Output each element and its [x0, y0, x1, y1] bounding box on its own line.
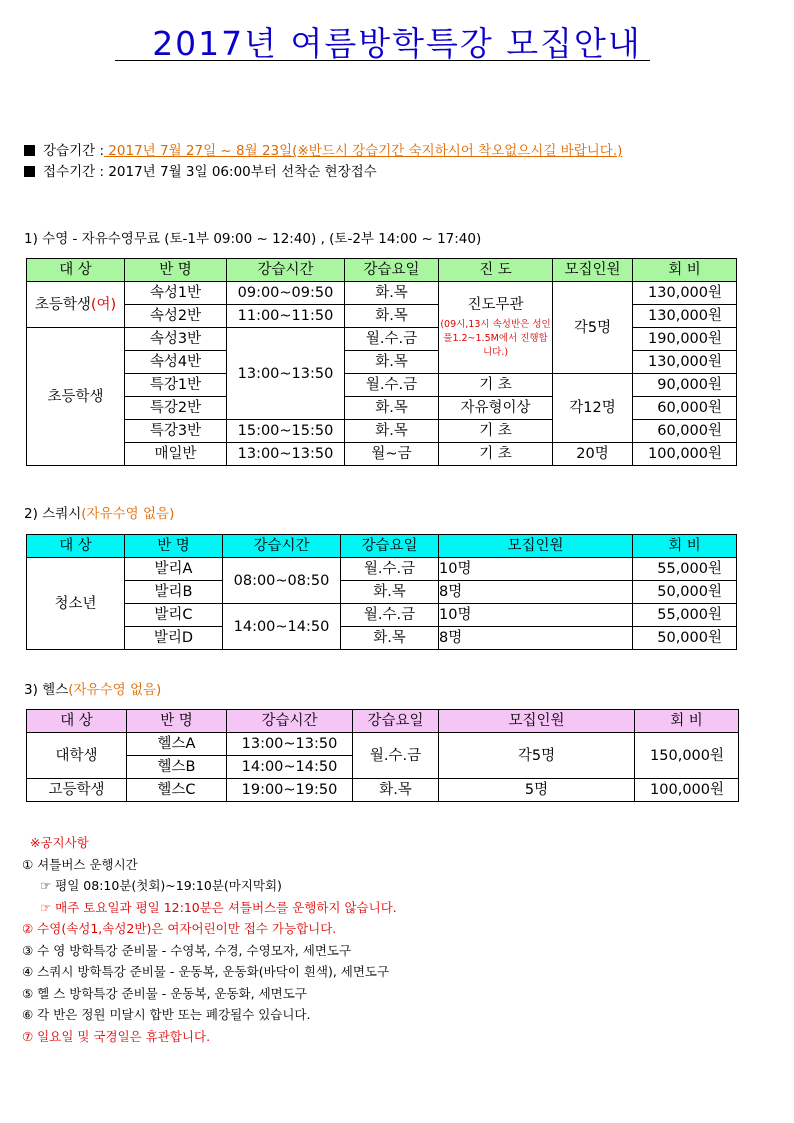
time-cell: 14:00~14:50 [227, 756, 353, 779]
table-header-row [27, 535, 737, 558]
count-cell: 10명 [439, 558, 633, 581]
class-cell: 헬스C [127, 779, 227, 802]
count-cell: 각5명 [439, 733, 635, 779]
day-cell: 화.목 [353, 779, 439, 802]
page-title: 2017년 여름방학특강 모집안내 [152, 24, 642, 63]
header-cell: 강습요일 [353, 710, 439, 733]
day-cell: 월.수.금 [341, 558, 439, 581]
notice-item: ④ 스쿼시 방학특강 준비물 - 운동복, 운동화(바닥이 흰색), 세면도구 [22, 964, 390, 979]
notice-item: ☞ 매주 토요일과 평일 12:10분은 셔틀버스를 운행하지 않습니다. [40, 899, 397, 915]
day-cell: 월.수.금 [345, 328, 439, 351]
table-row [27, 581, 737, 604]
day-cell: 화.목 [345, 305, 439, 328]
header-cell: 모집인원 [553, 259, 633, 282]
fee-cell: 130,000원 [633, 351, 737, 374]
progress-note: (09시,13시 속성반은 성인풀1.2~1.5M에서 진행합니다.) [440, 318, 551, 358]
count-cell: 각12명 [553, 374, 633, 443]
class-cell: 발리D [125, 627, 223, 650]
time-cell: 13:00~13:50 [227, 328, 345, 420]
table-row [27, 604, 737, 627]
time-cell: 11:00~11:50 [227, 305, 345, 328]
swim-heading: 1) 수영 - 자유수영무료 (토-1부 09:00 ~ 12:40) , (토-2부 14:00 ~ 17:40) [24, 231, 482, 247]
header-cell: 반 명 [125, 259, 227, 282]
header-cell: 진 도 [439, 259, 553, 282]
header-cell: 강습시간 [227, 259, 345, 282]
header-cell: 반 명 [127, 710, 227, 733]
notices [22, 832, 397, 1047]
day-cell: 화.목 [345, 420, 439, 443]
table-row [27, 374, 737, 397]
class-cell: 속성1반 [125, 282, 227, 305]
day-cell: 월~금 [345, 443, 439, 466]
progress-cell: 진도무관 (09시,13시 속성반은 성인풀1.2~1.5M에서 진행합니다.) [439, 282, 553, 374]
table-row [27, 733, 739, 756]
registration-value: 2017년 7월 3일 06:00부터 선착순 현장접수 [108, 164, 377, 180]
target-cell: 초등학생 [27, 328, 125, 466]
day-cell: 월.수.금 [341, 604, 439, 627]
health-heading: 3) 헬스(자유수영 없음) [24, 682, 162, 698]
class-cell: 발리C [125, 604, 223, 627]
fee-cell: 55,000원 [633, 558, 737, 581]
count-cell: 20명 [553, 443, 633, 466]
header-cell: 회 비 [633, 259, 737, 282]
header-cell: 강습요일 [345, 259, 439, 282]
fee-cell: 130,000원 [633, 282, 737, 305]
square-bullet-icon [24, 145, 35, 156]
class-cell: 속성2반 [125, 305, 227, 328]
notices-title: ※공지사항 [30, 835, 89, 850]
table-row [27, 282, 737, 305]
header-cell: 반 명 [125, 535, 223, 558]
fee-cell: 130,000원 [633, 305, 737, 328]
header-cell: 대 상 [27, 535, 125, 558]
squash-heading: 2) 스쿼시(자유수영 없음) [24, 506, 175, 522]
table-header-row [27, 259, 737, 282]
target-cell: 고등학생 [27, 779, 127, 802]
notice-item: ① 셔틀버스 운행시간 [22, 856, 138, 872]
day-cell: 화.목 [345, 397, 439, 420]
header-cell: 대 상 [27, 259, 125, 282]
fee-cell: 100,000원 [633, 443, 737, 466]
class-cell: 특강2반 [125, 397, 227, 420]
time-cell: 13:00~13:50 [227, 733, 353, 756]
registration-line [24, 160, 377, 180]
time-cell: 14:00~14:50 [223, 604, 341, 650]
class-cell: 발리B [125, 581, 223, 604]
count-cell: 8명 [439, 627, 633, 650]
header-cell: 강습시간 [227, 710, 353, 733]
fee-cell: 60,000원 [633, 397, 737, 420]
period-value: 2017년 7월 27일 ~ 8월 23일(※반드시 강습기간 숙지하시어 착오없으시길 바랍니다.) [104, 143, 623, 159]
notice-item: ③ 수 영 방학특강 준비물 - 수영복, 수경, 수영모자, 세면도구 [22, 942, 352, 958]
class-cell: 속성4반 [125, 351, 227, 374]
header-cell: 대 상 [27, 710, 127, 733]
time-cell: 09:00~09:50 [227, 282, 345, 305]
registration-label: 접수기간 : [43, 164, 105, 180]
count-cell: 5명 [439, 779, 635, 802]
time-cell: 15:00~15:50 [227, 420, 345, 443]
fee-cell: 50,000원 [633, 581, 737, 604]
class-cell: 속성3반 [125, 328, 227, 351]
table-row [27, 443, 737, 466]
table-row [27, 779, 739, 802]
swim-table [26, 258, 737, 466]
header-cell: 강습시간 [223, 535, 341, 558]
class-cell: 특강1반 [125, 374, 227, 397]
table-row [27, 627, 737, 650]
notice-item: ☞ 평일 08:10분(첫회)~19:10분(마지막회) [40, 878, 282, 893]
notice-item: ⑦ 일요일 및 국경일은 휴관합니다. [22, 1028, 211, 1044]
target-cell: 초등학생(여) [27, 282, 125, 328]
progress-cell: 기 초 [439, 374, 553, 397]
squash-table [26, 534, 737, 650]
day-cell: 월.수.금 [345, 374, 439, 397]
class-cell: 매일반 [125, 443, 227, 466]
header-cell: 회 비 [635, 710, 739, 733]
day-cell: 화.목 [345, 282, 439, 305]
day-cell: 화.목 [341, 627, 439, 650]
header-cell: 모집인원 [439, 535, 633, 558]
count-cell: 8명 [439, 581, 633, 604]
progress-cell: 기 초 [439, 443, 553, 466]
count-cell: 각5명 [553, 282, 633, 374]
fee-cell: 60,000원 [633, 420, 737, 443]
progress-cell: 자유형이상 [439, 397, 553, 420]
class-cell: 발리A [125, 558, 223, 581]
square-bullet-icon [24, 166, 35, 177]
class-cell: 특강3반 [125, 420, 227, 443]
header-cell: 강습요일 [341, 535, 439, 558]
time-cell: 08:00~08:50 [223, 558, 341, 604]
notice-item: ② 수영(속성1,속성2반)은 여자어린이만 접수 가능합니다. [22, 921, 337, 936]
progress-cell: 기 초 [439, 420, 553, 443]
time-cell: 13:00~13:50 [227, 443, 345, 466]
title-underline [115, 60, 650, 61]
header-cell: 모집인원 [439, 710, 635, 733]
notice-item: ⑥ 각 반은 정원 미달시 합반 또는 폐강될수 있습니다. [22, 1007, 311, 1022]
day-cell: 화.목 [341, 581, 439, 604]
period-line [24, 139, 622, 159]
fee-cell: 55,000원 [633, 604, 737, 627]
day-cell: 화.목 [345, 351, 439, 374]
count-cell: 10명 [439, 604, 633, 627]
fee-cell: 190,000원 [633, 328, 737, 351]
target-cell: 청소년 [27, 558, 125, 650]
notice-item: ⑤ 헬 스 방학특강 준비물 - 운동복, 운동화, 세면도구 [22, 985, 307, 1001]
class-cell: 헬스A [127, 733, 227, 756]
header-cell: 회 비 [633, 535, 737, 558]
target-cell: 대학생 [27, 733, 127, 779]
time-cell: 19:00~19:50 [227, 779, 353, 802]
table-header-row [27, 710, 739, 733]
health-table [26, 709, 739, 802]
period-label: 강습기간 : [43, 143, 105, 159]
class-cell: 헬스B [127, 756, 227, 779]
fee-cell: 50,000원 [633, 627, 737, 650]
table-row [27, 558, 737, 581]
fee-cell: 100,000원 [635, 779, 739, 802]
fee-cell: 90,000원 [633, 374, 737, 397]
fee-cell: 150,000원 [635, 733, 739, 779]
day-cell: 월.수.금 [353, 733, 439, 779]
